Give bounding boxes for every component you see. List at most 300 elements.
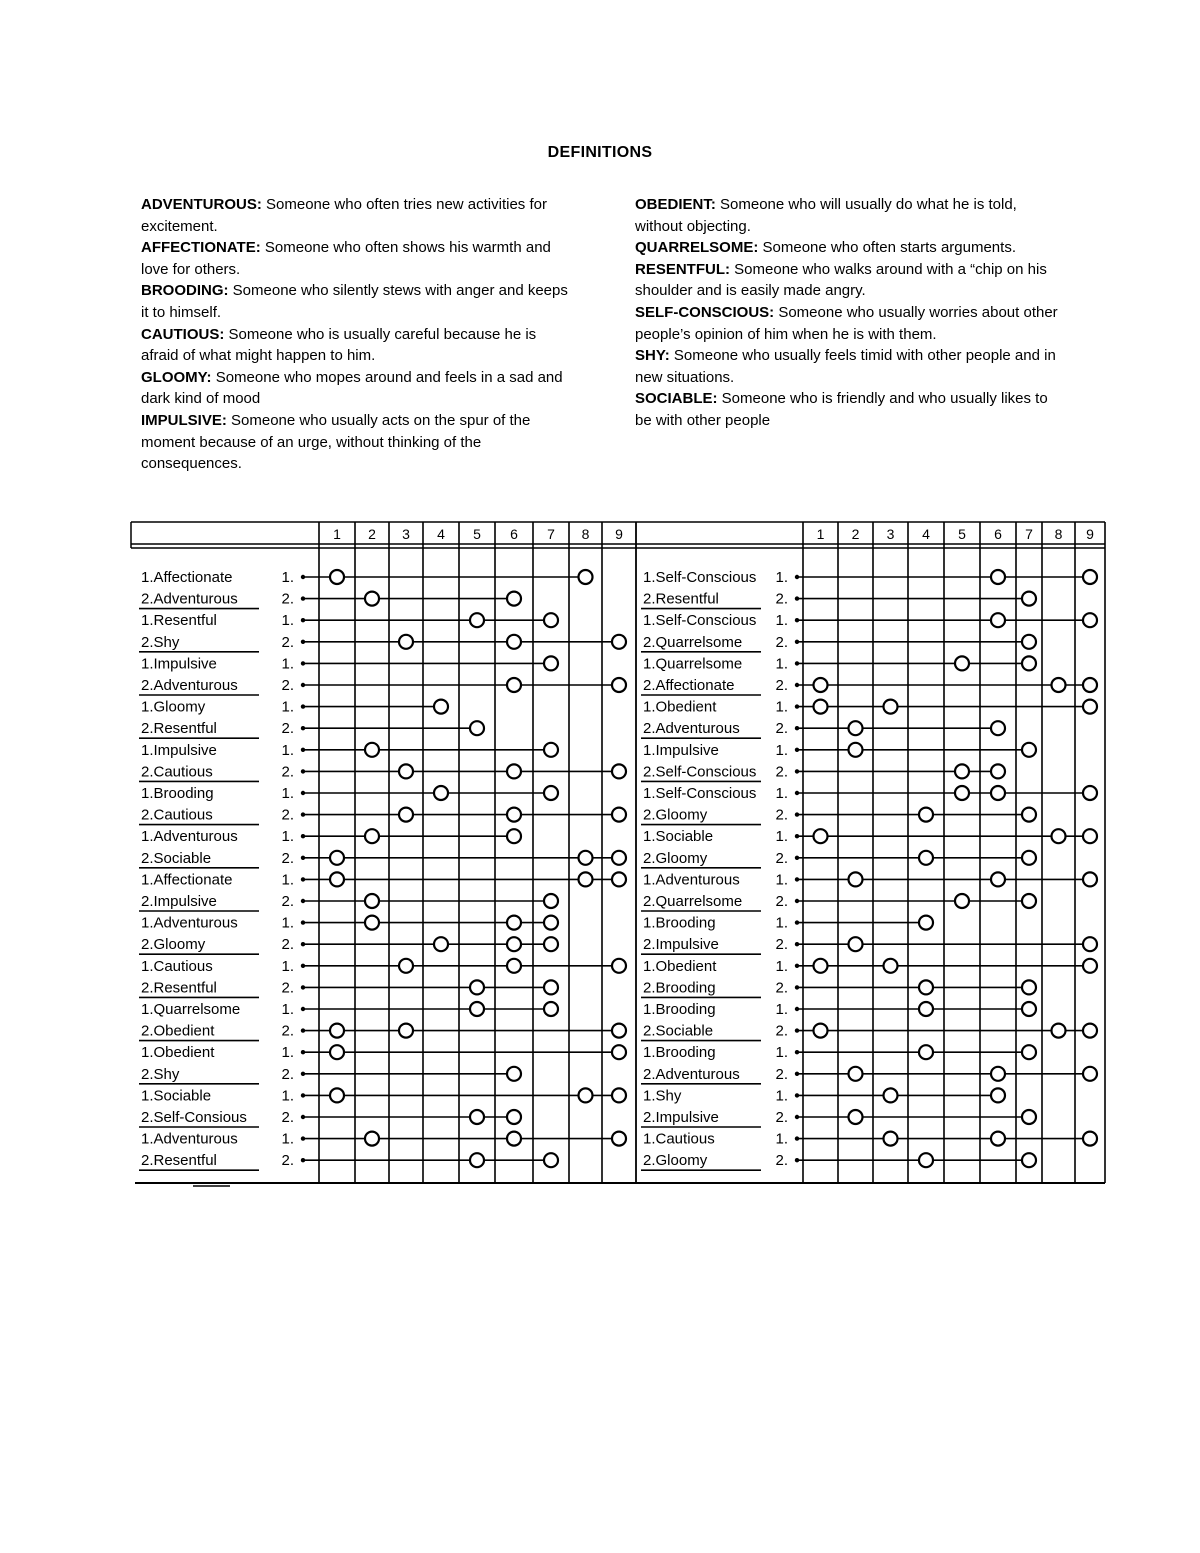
definition-text: Someone who usually feels timid with other people and in new situations.	[635, 347, 1056, 386]
rating-circle-1	[814, 829, 828, 843]
table-row	[641, 720, 1005, 738]
row-number: 2.	[775, 1065, 788, 1083]
row-number: 2.	[281, 720, 294, 738]
row-number: 1.	[775, 569, 788, 586]
rating-circle-9	[1083, 700, 1097, 714]
table-row	[141, 699, 448, 716]
definition-term: ADVENTUROUS:	[141, 196, 262, 213]
table-row	[139, 720, 484, 738]
row-number: 2.	[281, 1022, 294, 1040]
rating-circle-1	[330, 570, 344, 584]
rating-circle-4	[919, 1153, 933, 1167]
rating-circle-9	[1083, 570, 1097, 584]
row-number: 2.	[775, 806, 788, 824]
table-row	[641, 763, 1005, 781]
row-label: 2.Sociable	[141, 849, 212, 867]
column-header-1: 1	[816, 526, 825, 542]
row-number: 1.	[775, 698, 788, 716]
row-label: 1.Impulsive	[643, 741, 719, 759]
definition-term: QUARRELSOME:	[635, 239, 759, 257]
row-number: 1.	[281, 655, 294, 673]
rating-circle-9	[612, 764, 626, 778]
rating-circle-4	[919, 808, 933, 822]
row-number: 1.	[775, 828, 788, 846]
row-label: 2.Adventurous	[643, 720, 740, 738]
rating-circle-6	[991, 786, 1005, 800]
rating-circle-1	[814, 959, 828, 973]
column-header-3: 3	[402, 526, 410, 542]
row-number: 2.	[281, 1109, 294, 1126]
row-label: 2.Resentful	[141, 720, 217, 738]
table-row	[643, 655, 1036, 672]
rating-circle-6	[507, 1132, 521, 1146]
table-row	[139, 807, 626, 825]
rating-circle-9	[612, 1045, 626, 1059]
row-label: 2.Gloomy	[643, 1152, 708, 1170]
definition-term: AFFECTIONATE:	[141, 239, 261, 257]
row-number: 2.	[281, 1065, 294, 1083]
row-number: 2.	[281, 893, 294, 910]
definition-term: GLOOMY:	[141, 368, 212, 386]
rating-circle-9	[1083, 786, 1097, 800]
table-row	[643, 1131, 1097, 1148]
row-number: 2.	[775, 849, 788, 867]
table-row	[139, 591, 521, 609]
row-number: 1.	[281, 741, 294, 759]
definition-term: SHY:	[635, 347, 670, 365]
rating-circle-9	[1083, 1067, 1097, 1081]
rating-circle-9	[1083, 937, 1097, 951]
rating-circle-7	[1022, 1002, 1036, 1016]
row-label: 2.Adventurous	[141, 677, 238, 694]
table-row	[139, 1023, 626, 1041]
column-header-2: 2	[368, 526, 376, 542]
row-label: 1.Affectionate	[141, 569, 233, 586]
table-row	[641, 677, 1097, 695]
row-label: 2.Gloomy	[141, 936, 206, 954]
rating-circle-5	[955, 764, 969, 778]
row-label: 2.Affectionate	[643, 677, 735, 694]
rating-circle-9	[1083, 829, 1097, 843]
row-number: 2.	[775, 893, 788, 910]
row-number: 2.	[775, 633, 788, 651]
row-label: 1.Sociable	[643, 828, 714, 846]
table-row	[641, 1023, 1097, 1041]
rating-circle-8	[1052, 1024, 1066, 1038]
rating-circle-9	[1083, 872, 1097, 886]
rating-circle-6	[991, 872, 1005, 886]
column-header-9: 9	[615, 526, 623, 542]
column-header-1: 1	[333, 526, 341, 542]
column-header-7: 7	[547, 526, 555, 542]
rating-circle-6	[507, 1110, 521, 1124]
table-row	[139, 677, 626, 695]
row-number: 1.	[281, 1130, 294, 1148]
table-row	[141, 828, 521, 845]
row-number: 2.	[281, 806, 294, 824]
rating-circle-6	[507, 592, 521, 606]
table-row	[139, 763, 626, 781]
definition-text: Someone who mopes around and feels in a sad and dark kind of mood	[141, 368, 563, 408]
rating-circle-1	[814, 1024, 828, 1038]
row-label: 1.Adventurous	[141, 1130, 238, 1148]
row-number: 1.	[775, 785, 788, 802]
row-number: 1.	[775, 741, 788, 759]
definition-term: RESENTFUL:	[635, 260, 730, 278]
column-header-4: 4	[922, 526, 930, 542]
definition-text: Someone who often starts arguments.	[758, 239, 1016, 257]
row-number: 1.	[281, 569, 294, 586]
row-number: 2.	[281, 1152, 294, 1170]
rating-circle-5	[955, 786, 969, 800]
definition-text: Someone who walks around with a “chip on his shoulder and is easily made angry.	[635, 260, 1047, 300]
definition-text: Someone who usually worries about other people’s opinion of him when he is with them.	[635, 303, 1058, 343]
table-row	[643, 699, 1097, 716]
rating-circle-3	[399, 1024, 413, 1038]
row-number: 2.	[281, 936, 294, 954]
rating-circle-6	[507, 764, 521, 778]
rating-circle-2	[849, 721, 863, 735]
rating-circle-6	[507, 635, 521, 649]
row-label: 2.Cautious	[141, 763, 213, 781]
table-row	[643, 915, 933, 932]
rating-circle-7	[544, 1002, 558, 1016]
definition-text: Someone who is friendly and who usually likes to be with other people	[635, 390, 1048, 429]
rating-circle-6	[507, 937, 521, 951]
rating-circle-2	[365, 1132, 379, 1146]
table-row	[139, 1109, 521, 1127]
row-number: 1.	[281, 957, 294, 975]
row-label: 1.Quarrelsome	[643, 655, 743, 673]
rating-circle-2	[849, 872, 863, 886]
row-number: 2.	[775, 979, 788, 997]
rating-circle-9	[612, 635, 626, 649]
row-label: 2.Adventurous	[643, 1065, 740, 1083]
definition-term: SELF-CONSCIOUS:	[635, 303, 775, 321]
column-header-4: 4	[437, 526, 445, 542]
rating-circle-9	[612, 1088, 626, 1102]
row-number: 2.	[775, 1152, 788, 1170]
rating-circle-5	[470, 721, 484, 735]
row-number: 1.	[281, 914, 294, 932]
row-label: 1.Self-Conscious	[643, 612, 757, 630]
rating-circle-6	[991, 721, 1005, 735]
rating-circle-6	[507, 959, 521, 973]
rating-circle-7	[1022, 894, 1036, 908]
rating-circle-9	[1083, 959, 1097, 973]
rating-circle-7	[544, 743, 558, 757]
table-row	[141, 871, 626, 888]
rating-circle-5	[470, 1153, 484, 1167]
table-row	[643, 1001, 1036, 1018]
row-label: 1.Shy	[643, 1087, 682, 1105]
rating-circle-7	[544, 894, 558, 908]
row-label: 1.Resentful	[141, 612, 217, 630]
rating-circle-8	[579, 1088, 593, 1102]
rating-circle-7	[544, 937, 558, 951]
row-number: 2.	[775, 1022, 788, 1040]
row-label: 2.Adventurous	[141, 590, 238, 608]
row-label: 2.Impulsive	[643, 936, 719, 954]
rating-circle-2	[849, 937, 863, 951]
rating-circle-9	[612, 678, 626, 692]
row-label: 1.Adventurous	[141, 914, 238, 932]
column-header-6: 6	[994, 526, 1002, 542]
rating-circle-7	[1022, 1110, 1036, 1124]
rating-circle-3	[884, 959, 898, 973]
rating-circle-2	[849, 743, 863, 757]
row-label: 2.Shy	[141, 1065, 180, 1083]
rating-circle-7	[1022, 851, 1036, 865]
rating-circle-3	[884, 1088, 898, 1102]
row-number: 2.	[775, 590, 788, 608]
rating-circle-2	[365, 829, 379, 843]
row-label: 1.Affectionate	[141, 871, 233, 889]
definition-text: Someone who silently stews with anger and keeps it to himself.	[141, 282, 568, 321]
table-row	[141, 1131, 626, 1148]
rating-circle-9	[1083, 678, 1097, 692]
rating-circle-9	[612, 1024, 626, 1038]
column-header-8: 8	[1054, 526, 1063, 542]
rating-circle-8	[579, 851, 593, 865]
row-number: 1.	[775, 957, 788, 975]
table-row	[139, 850, 626, 868]
rating-circle-4	[919, 980, 933, 994]
rating-circle-3	[399, 808, 413, 822]
row-label: 1.Adventurous	[643, 871, 740, 889]
rating-circle-6	[991, 613, 1005, 627]
rating-circle-4	[919, 851, 933, 865]
row-number: 2.	[281, 677, 294, 694]
table-row	[643, 871, 1097, 888]
rating-circle-7	[1022, 743, 1036, 757]
table-row	[139, 634, 626, 652]
row-number: 1.	[775, 871, 788, 889]
table-row	[643, 569, 1097, 586]
rating-circle-3	[884, 1132, 898, 1146]
rating-circle-7	[1022, 635, 1036, 649]
rating-circle-5	[955, 656, 969, 670]
rating-circle-7	[1022, 1045, 1036, 1059]
rating-circle-1	[330, 872, 344, 886]
table-row	[643, 1044, 1036, 1061]
rating-circle-6	[991, 1088, 1005, 1102]
row-number: 1.	[281, 785, 294, 802]
row-label: 2.Obedient	[141, 1022, 215, 1040]
row-number: 2.	[775, 720, 788, 738]
rating-circle-6	[991, 764, 1005, 778]
rating-circle-9	[612, 808, 626, 822]
row-label: 2.Self-Consious	[141, 1109, 247, 1126]
rating-circle-7	[544, 786, 558, 800]
table-row	[643, 958, 1097, 975]
row-label: 2.Self-Conscious	[643, 763, 757, 781]
row-label: 1.Brooding	[643, 914, 716, 932]
row-label: 1.Obedient	[643, 957, 717, 975]
rating-circle-7	[544, 980, 558, 994]
row-number: 1.	[775, 1087, 788, 1105]
row-label: 1.Impulsive	[141, 655, 217, 673]
rating-circle-6	[991, 1067, 1005, 1081]
row-number: 1.	[281, 698, 294, 716]
row-number: 2.	[775, 1109, 788, 1126]
row-number: 2.	[281, 763, 294, 781]
row-label: 2.Resentful	[141, 1152, 217, 1170]
definition-term: IMPULSIVE:	[141, 411, 227, 429]
definition-term: OBEDIENT:	[635, 196, 716, 213]
rating-circle-7	[544, 613, 558, 627]
rating-circle-7	[1022, 980, 1036, 994]
row-number: 1.	[775, 1130, 788, 1148]
rating-circle-5	[470, 613, 484, 627]
row-label: 1.Brooding	[643, 1001, 716, 1018]
row-label: 2.Resentful	[141, 979, 217, 997]
definition-text: Someone who often tries new activities for excitement.	[141, 196, 547, 235]
rating-circle-8	[579, 872, 593, 886]
row-number: 1.	[775, 612, 788, 630]
row-number: 2.	[775, 936, 788, 954]
column-header-2: 2	[851, 526, 860, 542]
row-label: 2.Quarrelsome	[643, 633, 743, 651]
rating-circle-2	[849, 1067, 863, 1081]
row-number: 1.	[281, 871, 294, 889]
rating-circle-7	[544, 656, 558, 670]
rating-circle-9	[612, 872, 626, 886]
row-label: 1.Obedient	[643, 698, 717, 716]
table-row	[643, 785, 1097, 802]
row-label: 1.Quarrelsome	[141, 1001, 241, 1018]
rating-circle-9	[1083, 1024, 1097, 1038]
column-header-8: 8	[581, 526, 590, 542]
row-number: 1.	[281, 612, 294, 630]
row-number: 1.	[775, 1044, 788, 1062]
rating-circle-3	[884, 700, 898, 714]
row-number: 1.	[281, 1044, 294, 1062]
row-number: 2.	[281, 590, 294, 608]
table-row	[139, 1066, 521, 1084]
rating-circle-5	[470, 980, 484, 994]
rating-circle-7	[544, 916, 558, 930]
definition-term: CAUTIOUS:	[141, 325, 225, 343]
row-label: 2.Gloomy	[643, 849, 708, 867]
row-number: 1.	[281, 1087, 294, 1105]
row-number: 2.	[281, 849, 294, 867]
rating-circle-5	[470, 1110, 484, 1124]
rating-circle-1	[330, 1088, 344, 1102]
row-label: 1.Impulsive	[141, 741, 217, 759]
row-label: 2.Quarrelsome	[643, 893, 743, 910]
rating-circle-1	[330, 1045, 344, 1059]
rating-circle-4	[434, 937, 448, 951]
column-header-6: 6	[510, 526, 518, 542]
row-number: 2.	[281, 633, 294, 651]
rating-circle-6	[507, 1067, 521, 1081]
row-label: 1.Brooding	[141, 785, 214, 802]
rating-circle-1	[814, 678, 828, 692]
row-label: 1.Self-Conscious	[643, 785, 757, 802]
table-row	[141, 569, 593, 586]
row-label: 1.Gloomy	[141, 698, 206, 716]
rating-circle-8	[579, 570, 593, 584]
rating-circle-5	[470, 1002, 484, 1016]
row-label: 2.Gloomy	[643, 806, 708, 824]
row-number: 2.	[281, 979, 294, 997]
rating-circle-3	[399, 959, 413, 973]
definition-text: Someone who will usually do what he is told, without objecting.	[635, 196, 1017, 235]
rating-circle-4	[434, 786, 448, 800]
column-header-9: 9	[1086, 526, 1094, 542]
rating-circle-3	[399, 635, 413, 649]
row-label: 2.Brooding	[643, 979, 716, 997]
rating-circle-3	[399, 764, 413, 778]
rating-circle-7	[1022, 1153, 1036, 1167]
row-label: 2.Impulsive	[141, 893, 217, 910]
rating-circle-2	[365, 743, 379, 757]
row-label: 1.Self-Conscious	[643, 569, 757, 586]
row-number: 2.	[775, 677, 788, 694]
row-label: 1.Adventurous	[141, 828, 238, 846]
column-header-3: 3	[886, 526, 895, 542]
table-row	[643, 742, 1036, 759]
table-row	[141, 1087, 626, 1104]
row-label: 1.Sociable	[141, 1087, 212, 1105]
rating-circle-6	[507, 916, 521, 930]
table-row	[641, 1066, 1097, 1084]
column-header-5: 5	[958, 526, 966, 542]
rating-circle-6	[991, 1132, 1005, 1146]
table-row	[641, 936, 1097, 954]
definition-text: Someone who usually acts on the spur of the moment because of an urge, without thinking of the consequences.	[141, 411, 531, 473]
rating-circle-9	[612, 959, 626, 973]
rating-circle-6	[507, 829, 521, 843]
table-row	[643, 1087, 1005, 1104]
row-label: 2.Impulsive	[643, 1109, 719, 1126]
row-label: 1.Brooding	[643, 1044, 716, 1062]
rating-circle-9	[612, 851, 626, 865]
row-number: 2.	[775, 763, 788, 781]
rating-circle-9	[1083, 613, 1097, 627]
rating-circle-1	[330, 1024, 344, 1038]
rating-circle-7	[1022, 592, 1036, 606]
rating-circle-2	[365, 916, 379, 930]
rating-circle-1	[330, 851, 344, 865]
column-header-5: 5	[473, 526, 481, 542]
row-label: 2.Resentful	[643, 590, 719, 608]
row-number: 1.	[281, 828, 294, 846]
table-row	[141, 1044, 626, 1061]
rating-circle-2	[849, 1110, 863, 1124]
rating-circle-9	[612, 1132, 626, 1146]
row-number: 1.	[775, 655, 788, 673]
row-label: 2.Cautious	[141, 806, 213, 824]
rating-circle-8	[1052, 829, 1066, 843]
rating-circle-7	[544, 1153, 558, 1167]
row-number: 1.	[281, 1001, 294, 1018]
row-number: 1.	[775, 914, 788, 932]
page-title: DEFINITIONS	[547, 144, 653, 161]
row-label: 1.Obedient	[141, 1044, 215, 1062]
rating-circle-4	[919, 1045, 933, 1059]
table-row	[643, 612, 1097, 629]
rating-circle-1	[814, 700, 828, 714]
definition-text: Someone who often shows his warmth and love for others.	[141, 239, 551, 278]
row-label: 1.Cautious	[643, 1130, 715, 1148]
rating-circle-7	[1022, 808, 1036, 822]
rating-circle-6	[507, 808, 521, 822]
column-header-7: 7	[1025, 526, 1033, 542]
row-label: 2.Sociable	[643, 1022, 714, 1040]
rating-circle-6	[991, 570, 1005, 584]
